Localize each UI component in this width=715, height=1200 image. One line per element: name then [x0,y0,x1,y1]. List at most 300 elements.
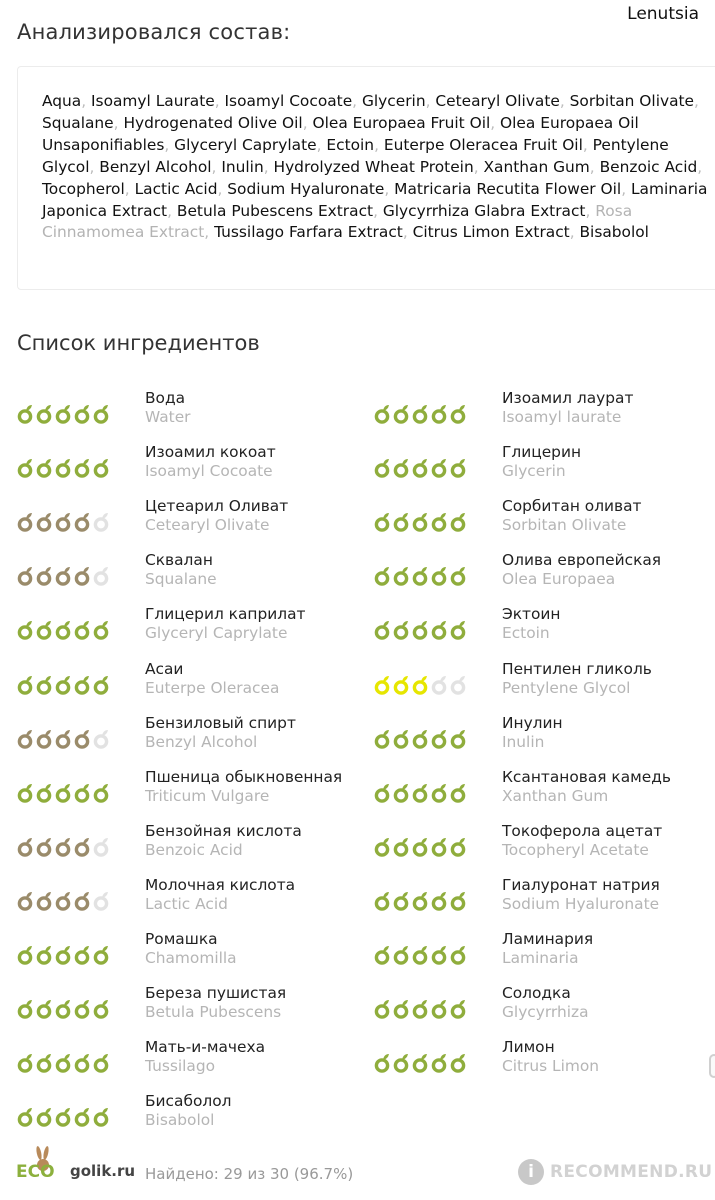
username[interactable]: Lenutsia [627,4,699,24]
ingredient-name-en: Tussilago [145,1057,216,1076]
leaf-filled-icon [452,621,465,638]
ingredient-name-ru: Олива европейская [502,551,662,570]
leaf-filled-icon [452,513,465,530]
ingredient-name-en: Sodium Hyaluronate [502,894,660,913]
ingredient-item[interactable] [17,1038,367,1088]
ingredient-item[interactable] [17,551,367,601]
leaf-filled-icon [76,1000,89,1017]
composition-separator: , [589,157,600,176]
ingredient-item[interactable] [374,660,715,710]
composition-ingredient: Bisabolol [579,223,649,242]
leaf-filled-icon [38,784,51,801]
ingredient-name-ru: Ромашка [145,930,218,948]
ingredient-item[interactable] [17,822,367,872]
rating-icons [374,729,466,749]
composition-separator: , [582,135,593,154]
leaf-filled-icon [414,459,427,476]
leaf-filled-icon [38,838,51,855]
leaf-filled-icon [452,730,465,747]
composition-separator: , [402,223,413,242]
leaf-filled-icon [57,946,70,963]
ingredient-name-ru: Солодка [502,984,571,1003]
ingredient-name-ru: Сквалан [145,551,213,570]
leaf-filled-icon [414,405,427,422]
rating-icons [17,729,109,749]
ingredient-name-en: Benzyl Alcohol [145,732,258,751]
ingredient-item[interactable] [374,768,715,818]
composition-separator: , [214,92,225,110]
ingredients-title: Список ингредиентов [17,331,260,355]
leaf-filled-icon [95,1054,108,1071]
leaf-filled-icon [57,730,70,747]
composition-ingredient: Glycerin [361,92,426,110]
composition-separator: , [585,201,596,220]
leaf-filled-icon [376,405,389,422]
composition-ingredient: Euterpe Oleracea Fruit Oil [383,135,583,154]
leaf-filled-icon [433,513,446,530]
leaf-filled-icon [395,621,408,638]
composition-separator: , [81,92,92,110]
ingredient-name-en: Olea Europaea [502,570,616,589]
leaf-filled-icon [414,892,427,909]
leaf-filled-icon [38,1054,51,1071]
composition-separator: , [89,157,100,176]
leaf-filled-icon [452,1000,465,1017]
leaf-filled-icon [452,567,465,584]
leaf-filled-icon [76,513,89,530]
ingredient-item[interactable] [374,443,715,493]
leaf-filled-icon [57,621,70,638]
ingredient-name-ru: Бензиловый спирт [145,713,296,732]
composition-ingredient: Cetearyl Olivate [435,92,560,110]
leaf-filled-icon [395,1054,408,1071]
rating-icons [17,458,109,478]
composition-separator: , [384,179,395,198]
leaf-filled-icon [19,946,32,963]
ingredient-name-en: Isoamyl laurate [502,408,622,426]
ingredient-item[interactable] [17,984,367,1034]
composition-ingredient: Betula Pubescens Extract [176,201,374,220]
ingredient-name-en: Ectoin [502,624,550,643]
leaf-filled-icon [376,1000,389,1017]
leaf-filled-icon [376,676,389,693]
rating-icons [17,945,109,965]
leaf-filled-icon [38,405,51,422]
composition-ingredient: Xanthan Gum [483,157,590,176]
ingredient-name-ru: Эктоин [502,605,561,624]
ingredient-name-en: Squalane [145,570,217,589]
composition-separator: , [113,113,124,132]
leaf-filled-icon [433,892,446,909]
composition-ingredient: Aqua [42,92,82,110]
leaf-filled-icon [19,676,32,693]
leaf-filled-icon [76,1054,89,1071]
leaf-empty-icon [95,838,108,855]
composition-ingredient: Benzoic Acid [599,157,698,176]
leaf-filled-icon [57,892,70,909]
ingredient-name-en: Bisabolol [145,1111,215,1130]
composition-ingredient: Ectoin [326,135,375,154]
page-title: Анализировался состав: [17,20,291,44]
ingredient-name-ru: Асаи [145,659,184,678]
rating-icons [374,783,466,803]
leaf-filled-icon [19,1108,32,1125]
logo-eco-text: ECO [16,1162,55,1182]
leaf-filled-icon [414,513,427,530]
edge-scroll-tab[interactable] [709,1054,715,1078]
leaf-filled-icon [433,838,446,855]
ingredient-item[interactable] [374,605,715,655]
ingredient-item[interactable] [17,660,367,710]
leaf-filled-icon [95,621,108,638]
leaf-filled-icon [57,676,70,693]
ingredient-name-en: Sorbitan Olivate [502,516,627,535]
leaf-filled-icon [57,513,70,530]
leaf-empty-icon [95,730,108,747]
ingredient-name-ru: Инулин [502,713,563,732]
leaf-filled-icon [19,1054,32,1071]
ingredient-name-en: Triticum Vulgare [145,786,270,805]
ingredient-item[interactable] [17,497,367,547]
leaf-filled-icon [76,621,89,638]
composition-ingredient: Olea Europaea Oil Unsaponifiables [42,113,639,154]
leaf-filled-icon [95,1108,108,1125]
leaf-filled-icon [38,459,51,476]
leaf-filled-icon [38,1000,51,1017]
leaf-filled-icon [433,730,446,747]
composition-separator: , [167,201,177,220]
ingredient-name-en: Pentylene Glycol [502,678,631,697]
leaf-filled-icon [38,676,51,693]
ingredient-name-en: Benzoic Acid [145,840,243,859]
leaf-filled-icon [19,730,32,747]
composition-ingredient: Sodium Hyaluronate [227,179,385,198]
leaf-filled-icon [452,459,465,476]
ingredient-item[interactable] [17,930,367,980]
rating-icons [17,675,109,695]
composition-ingredient: Hydrogenated Olive Oil [123,113,303,132]
composition-separator: , [697,157,703,176]
leaf-filled-icon [376,621,389,638]
found-summary: Найдено: 29 из 30 (96.7%) [145,1165,354,1183]
ingredient-item[interactable] [17,768,367,818]
leaf-filled-icon [38,621,51,638]
leaf-filled-icon [395,513,408,530]
composition-ingredient: Sorbitan Olivate [569,92,695,110]
composition-ingredient: Tussilago Farfara Extract [214,223,403,242]
ingredient-item[interactable] [374,1038,715,1088]
leaf-filled-icon [414,676,427,693]
leaf-filled-icon [95,784,108,801]
ingredient-item[interactable] [17,876,367,926]
ingredient-item[interactable] [374,822,715,872]
rating-icons [374,837,466,857]
ingredient-name-en: Euterpe Oleracea [145,678,280,697]
rating-icons [374,620,466,640]
leaf-filled-icon [19,567,32,584]
leaf-filled-icon [76,784,89,801]
leaf-filled-icon [19,838,32,855]
ingredient-name-en: Betula Pubescens [145,1003,282,1022]
leaf-filled-icon [376,567,389,584]
ingredient-name-en: Chamomilla [145,949,237,967]
ingredient-name-ru: Глицерил каприлат [145,605,306,624]
leaf-empty-icon [433,676,446,693]
ingredient-name-ru: Мать-и-мачеха [145,1038,265,1057]
leaf-filled-icon [376,459,389,476]
composition-ingredient: Tocopherol [42,179,125,198]
leaf-empty-icon [452,676,465,693]
ingredient-name-ru: Бисаболол [145,1092,232,1111]
leaf-filled-icon [19,513,32,530]
leaf-filled-icon [414,1000,427,1017]
composition-separator: , [374,135,384,154]
leaf-filled-icon [38,946,51,963]
ingredient-name-en: Xanthan Gum [502,786,609,805]
leaf-filled-icon [38,513,51,530]
ingredient-item[interactable] [17,714,367,764]
leaf-filled-icon [433,1000,446,1017]
leaf-filled-icon [395,838,408,855]
leaf-filled-icon [376,1054,389,1071]
composition-ingredient: Squalane [42,113,114,132]
ingredient-name-ru: Ламинария [502,930,594,948]
ingredient-item[interactable] [17,605,367,655]
composition-separator: , [204,223,215,242]
ingredient-name-ru: Пшеница обыкновенная [145,767,343,786]
ingredient-name-ru: Ксантановая камедь [502,767,671,786]
leaf-filled-icon [452,946,465,963]
composition-separator: , [211,157,222,176]
rating-icons [374,945,466,965]
ingredient-name-ru: Лимон [502,1038,555,1057]
composition-separator: , [164,135,175,154]
leaf-filled-icon [395,730,408,747]
composition-ingredient: Hydrolyzed Wheat Protein [273,157,474,176]
ingredient-name-en: Inulin [502,732,545,751]
ingredient-name-ru: Вода [145,389,186,407]
leaf-filled-icon [395,946,408,963]
leaf-filled-icon [19,459,32,476]
recommend-watermark-text: RECOMMEND.RU [550,1162,713,1182]
leaf-filled-icon [433,459,446,476]
leaf-filled-icon [95,459,108,476]
ingredient-name-ru: Глицерин [502,443,582,462]
composition-ingredient: Isoamyl Laurate [91,92,215,110]
leaf-filled-icon [414,567,427,584]
composition-ingredient: Laminaria Japonica Extract [42,179,708,220]
leaf-filled-icon [38,892,51,909]
rating-icons [374,999,466,1019]
leaf-filled-icon [452,405,465,422]
composition-ingredient: Matricaria Recutita Flower Oil [394,179,622,198]
leaf-filled-icon [76,567,89,584]
leaf-filled-icon [19,1000,32,1017]
composition-ingredient: Olea Europaea Fruit Oil [312,113,491,132]
rating-icons [374,512,466,532]
composition-separator: , [569,223,580,242]
leaf-filled-icon [95,676,108,693]
leaf-filled-icon [38,567,51,584]
ingredient-name-ru: Изоамил кокоат [145,443,276,462]
leaf-filled-icon [376,784,389,801]
composition-separator: , [621,179,631,198]
ingredient-name-en: Glycerin [502,462,566,481]
ingredient-name-ru: Бензойная кислота [145,821,302,840]
composition-ingredient: Pentylene Glycol [42,135,669,176]
ecogolik-logo[interactable] [16,1145,136,1189]
leaf-filled-icon [433,784,446,801]
ingredient-name-ru: Молочная кислота [145,875,296,894]
leaf-filled-icon [38,730,51,747]
leaf-filled-icon [76,838,89,855]
ingredient-item[interactable] [17,443,367,493]
leaf-filled-icon [76,459,89,476]
leaf-filled-icon [76,405,89,422]
leaf-filled-icon [376,730,389,747]
ingredient-name-en: Tocopheryl Acetate [502,840,649,859]
leaf-filled-icon [395,676,408,693]
composition-separator: , [694,92,699,110]
ingredient-name-en: Water [145,408,191,426]
rating-icons [374,675,466,695]
rating-icons [17,1053,109,1073]
composition-separator: , [473,157,484,176]
leaf-filled-icon [57,838,70,855]
leaf-filled-icon [376,946,389,963]
ingredient-item[interactable] [374,930,715,980]
leaf-filled-icon [395,459,408,476]
composition-separator: , [316,135,327,154]
composition-ingredient: Citrus Limon Extract [412,223,570,242]
ingredient-name-en: Lactic Acid [145,894,228,913]
leaf-filled-icon [433,1054,446,1071]
composition-separator: , [373,201,383,220]
ingredient-name-en: Glyceryl Caprylate [145,624,288,643]
composition-separator: , [559,92,570,110]
leaf-filled-icon [57,1054,70,1071]
leaf-filled-icon [414,730,427,747]
leaf-filled-icon [414,838,427,855]
leaf-filled-icon [57,784,70,801]
rating-icons [17,783,109,803]
leaf-filled-icon [452,838,465,855]
leaf-filled-icon [376,838,389,855]
leaf-filled-icon [38,1108,51,1125]
composition-ingredient: Benzyl Alcohol [99,157,212,176]
rating-icons [17,512,109,532]
ingredient-item[interactable] [374,551,715,601]
ingredient-name-ru: Сорбитан оливат [502,497,642,516]
leaf-filled-icon [452,1054,465,1071]
composition-separator: , [302,113,313,132]
ingredient-name-ru: Береза пушистая [145,984,287,1003]
leaf-empty-icon [95,513,108,530]
ingredient-item[interactable] [374,714,715,764]
composition-separator: , [352,92,362,110]
leaf-filled-icon [433,405,446,422]
ingredient-name-en: Cetearyl Olivate [145,516,270,535]
leaf-filled-icon [57,405,70,422]
leaf-filled-icon [395,405,408,422]
leaf-empty-icon [95,567,108,584]
rating-icons [374,1053,466,1073]
composition-separator: , [263,157,274,176]
leaf-filled-icon [95,1000,108,1017]
ingredient-name-en: Glycyrrhiza [502,1003,589,1022]
leaf-filled-icon [76,946,89,963]
leaf-filled-icon [76,730,89,747]
leaf-filled-icon [19,892,32,909]
ingredient-item[interactable] [374,389,715,439]
leaf-filled-icon [57,1000,70,1017]
ingredient-name-ru: Изоамил лаурат [502,389,634,407]
leaf-filled-icon [95,405,108,422]
composition-text [42,91,712,244]
rating-icons [374,458,466,478]
leaf-filled-icon [95,946,108,963]
rating-icons [17,404,109,424]
leaf-filled-icon [76,1108,89,1125]
composition-ingredient: Glyceryl Caprylate [174,135,317,154]
rating-icons [374,404,466,424]
leaf-filled-icon [414,946,427,963]
ingredient-item[interactable] [374,876,715,926]
ingredient-name-en: Citrus Limon [502,1057,600,1076]
leaf-filled-icon [376,892,389,909]
composition-ingredient: Inulin [221,157,264,176]
leaf-filled-icon [395,892,408,909]
composition-ingredient: Glycyrrhiza Glabra Extract [382,201,586,220]
ingredient-item[interactable] [374,497,715,547]
composition-separator: , [217,179,228,198]
ingredient-name-ru: Пентилен гликоль [502,659,652,678]
leaf-filled-icon [395,784,408,801]
rating-icons [17,620,109,640]
ingredient-item[interactable] [17,1092,367,1142]
leaf-filled-icon [395,567,408,584]
leaf-filled-icon [19,621,32,638]
leaf-filled-icon [433,621,446,638]
rating-icons [17,999,109,1019]
rating-icons [374,566,466,586]
leaf-filled-icon [19,784,32,801]
composition-separator: , [490,113,501,132]
ingredient-name-ru: Цетеарил Оливат [145,497,289,516]
rating-icons [17,566,109,586]
logo-domain-text: golik.ru [70,1162,136,1180]
ingredient-name-en: Laminaria [502,949,579,967]
ingredient-name-ru: Токоферола ацетат [502,821,663,840]
leaf-filled-icon [414,784,427,801]
recommend-watermark [518,1157,713,1189]
composition-separator: , [425,92,436,110]
ingredient-name-en: Isoamyl Cocoate [145,462,273,481]
leaf-filled-icon [452,784,465,801]
leaf-filled-icon [57,459,70,476]
leaf-filled-icon [376,513,389,530]
rating-icons [17,1107,109,1127]
leaf-filled-icon [57,567,70,584]
composition-ingredient: Lactic Acid [134,179,218,198]
composition-ingredient: Isoamyl Cocoate [224,92,353,110]
rating-icons [374,891,466,911]
leaf-filled-icon [433,946,446,963]
leaf-filled-icon [76,892,89,909]
ingredient-name-ru: Гиалуронат натрия [502,875,660,894]
ingredient-item[interactable] [17,389,367,439]
ingredient-item[interactable] [374,984,715,1034]
